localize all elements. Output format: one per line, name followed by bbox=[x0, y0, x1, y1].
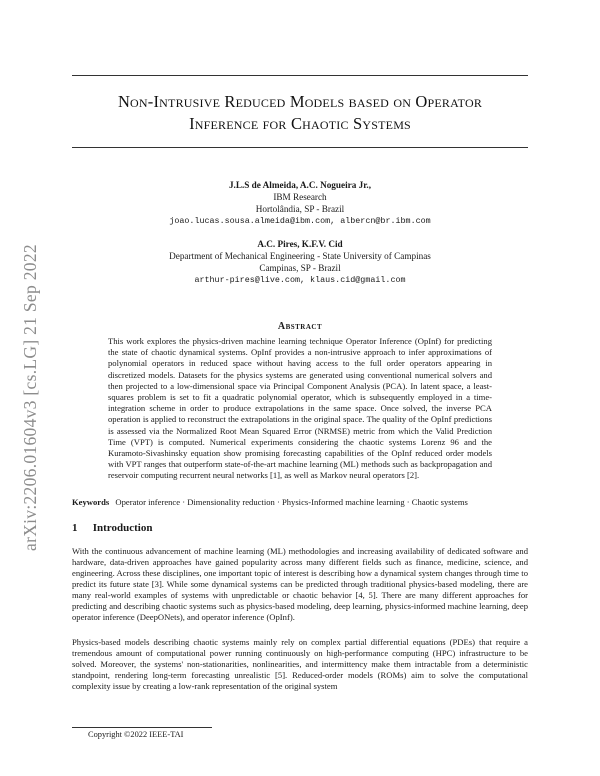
abstract-text: This work explores the physics-driven machine learning technique Operator Inference (OpInf) for predicting the state of chaotic dynamical systems. OpInf provides a non-intrusive approach to infer approximations of polynomial operators in reduced space without having access to the full order operators appearing in discretized models. Datasets for the physics systems are generated using conventional numerical solvers and then projected to a low-dimensional space via Principal Component Analysis (PCA). In latent space, a least-squares problem is set to fit a quadratic polynomial operator, which is subsequently employed in a time-integration scheme in order to produce extrapolations in the same space. Once solved, the inverse PCA operation is applied to reconstruct the extrapolations in the original space. The quality of the OpInf predictions is assessed via the Normalized Root Mean Squared Error (NRMSE) metric from which the Valid Prediction Time (VPT) is computed. Numerical experiments considering the chaotic systems Lorenz 96 and the Kuramoto-Sivashinsky equation show promising forecasting capabilities of the OpInf reduced order models with VPT ranges that outperform state-of-the-art machine learning (ML) methods such as backpropagation and reservoir computing recurrent neural networks [1], as well as Markov neural operators [2]. bbox=[108, 336, 492, 481]
author-block-unicamp bbox=[72, 238, 528, 286]
keywords-line bbox=[72, 497, 528, 508]
intro-paragraph-2: Physics-based models describing chaotic systems mainly rely on complex partial differential equations (PDEs) that require a tremendous amount of computational power running continuously on high-performance computing (HPC) infrastructure to be solved. Moreover, the systems' non-stationarities, nonlinearities, and intermittency make them intractable from a deterministic standpoint, rendering long-term forecasting unrealistic [5]. Reduced-order models (ROMs) aim to solve the computational complexity issue by creating a low-rank representation of the original system bbox=[72, 637, 528, 691]
title-bottom-rule bbox=[72, 147, 528, 148]
author-affiliation: Department of Mechanical Engineering - State University of Campinas bbox=[169, 251, 431, 261]
copyright-footnote: Copyright ©2022 IEEE-TAI bbox=[88, 730, 184, 739]
intro-paragraph-1: With the continuous advancement of machine learning (ML) methodologies and increasing availability of dedicated software and hardware, data-driven approaches have gained popularity across many different fields such as finance, medicine, science, and engineering. Across these disciplines, one important topic of interest is describing how a dynamical system changes through time to predict its future state [3]. While some dynamical systems can be predicted through traditional physics-based modeling, there are many real-world examples of systems with unpredictable or chaotic behavior [4, 5]. There are many different approaches for predicting and describing chaotic systems such as physics-based modeling, deep learning, physics-informed machine learning, deep operator inference (DeepONets), and operator inference (OpInf). bbox=[72, 546, 528, 622]
author-location: Hortolândia, SP - Brazil bbox=[255, 204, 345, 214]
abstract-heading: Abstract bbox=[277, 321, 323, 332]
author-block-ibm bbox=[72, 179, 528, 227]
title-line-1: Non-Intrusive Reduced Models based on Operator bbox=[117, 92, 483, 111]
keywords-label: Keywords bbox=[72, 497, 110, 507]
section-number: 1 bbox=[72, 522, 78, 534]
title-top-rule bbox=[72, 75, 528, 76]
title-line-2: Inference for Chaotic Systems bbox=[189, 114, 411, 133]
author-location: Campinas, SP - Brazil bbox=[259, 263, 341, 273]
author-emails[interactable]: arthur-pires@live.com, klaus.cid@gmail.com bbox=[194, 275, 406, 285]
paper-title bbox=[72, 91, 528, 135]
author-names: A.C. Pires, K.F.V. Cid bbox=[257, 239, 343, 249]
author-affiliation: IBM Research bbox=[273, 192, 327, 202]
arxiv-identifier: arXiv:2206.01604v3 [cs.LG] 21 Sep 2022 bbox=[20, 244, 40, 551]
keywords-text: Operator inference · Dimensionality reduction · Physics-Informed machine learning · Chaotic systems bbox=[115, 497, 468, 507]
section-heading bbox=[72, 522, 528, 534]
author-names: J.L.S de Almeida, A.C. Nogueira Jr., bbox=[228, 180, 372, 190]
author-emails[interactable]: joao.lucas.sousa.almeida@ibm.com, albercn@br.ibm.com bbox=[169, 216, 431, 226]
footnote-rule bbox=[72, 727, 212, 728]
section-title: Introduction bbox=[92, 522, 153, 534]
